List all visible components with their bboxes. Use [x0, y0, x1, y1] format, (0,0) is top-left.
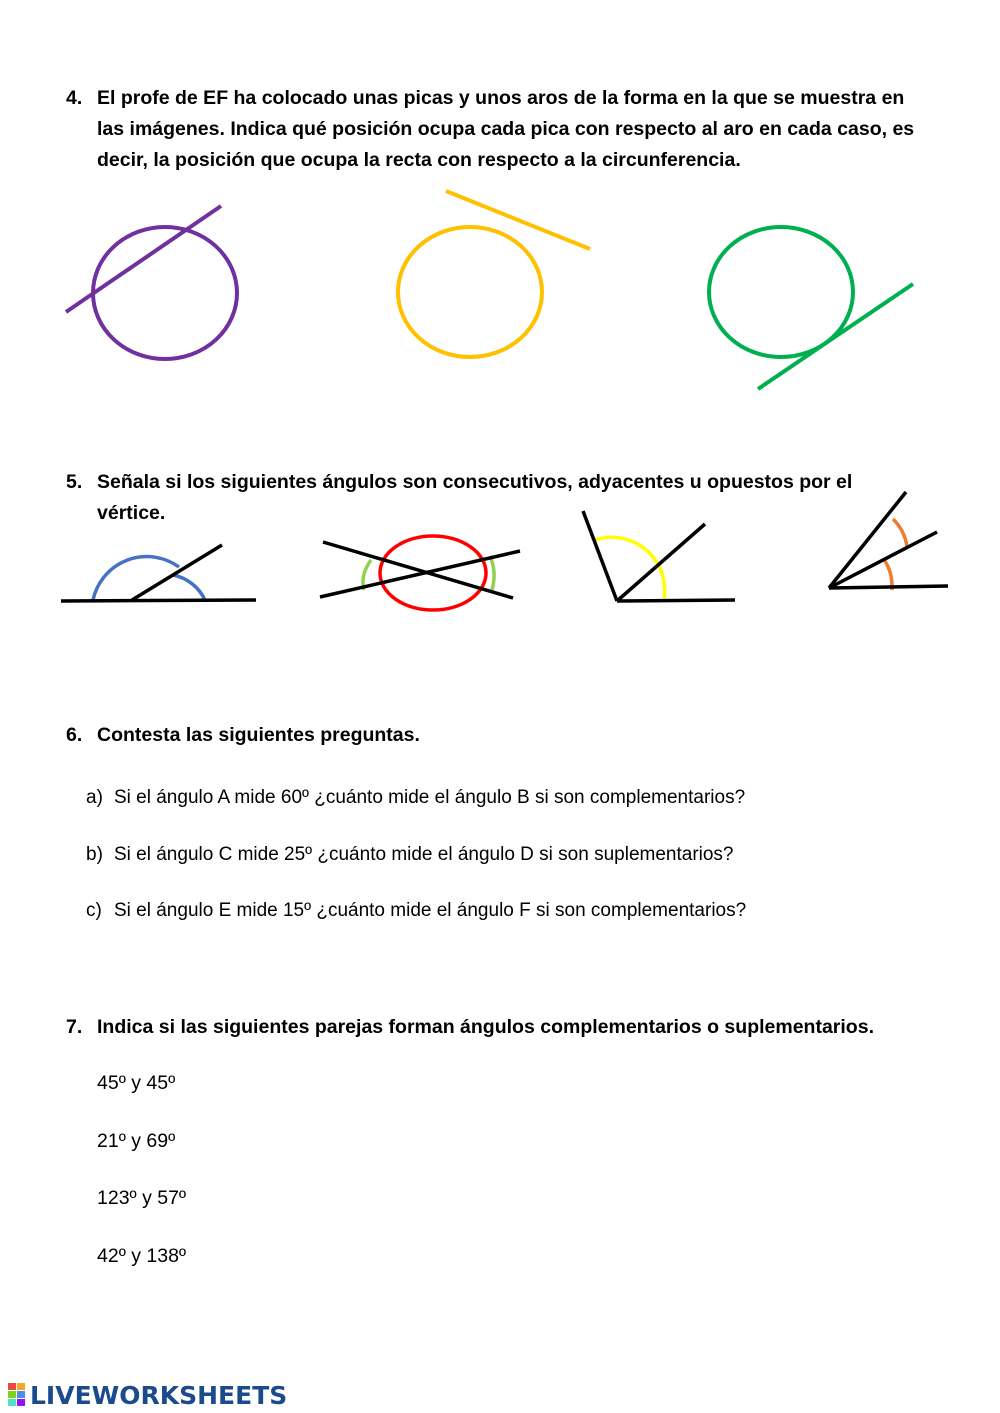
question-number: 7. [66, 1016, 83, 1038]
blue-arc-small [173, 575, 205, 600]
tangent-figure [709, 227, 913, 389]
question-7 [66, 1012, 926, 1043]
question-6-item [86, 843, 734, 867]
angle-pair: 21º y 69º [97, 1130, 176, 1152]
logo-text: LIVEWORKSHEETS [30, 1380, 288, 1410]
consecutive-angles-figure [829, 492, 948, 590]
exterior-figure [398, 191, 590, 357]
item-text: Si el ángulo E mide 15º ¿cuánto mide el ángulo F si son complementarios? [114, 900, 747, 921]
item-label: c) [86, 900, 102, 921]
base-line [61, 600, 256, 601]
green-arc-right [490, 556, 494, 590]
question-6-item [86, 899, 746, 923]
yellow-line [446, 191, 590, 249]
angle-figures [0, 488, 1000, 618]
ray-line [132, 545, 222, 600]
purple-circle [93, 227, 237, 359]
angle-pair: 123º y 57º [97, 1187, 187, 1209]
item-text: Si el ángulo A mide 60º ¿cuánto mide el ángulo B si son complementarios? [114, 787, 746, 808]
green-line [758, 284, 913, 389]
item-label: b) [86, 844, 103, 865]
orange-arc-top [893, 519, 907, 547]
circle-line-figures [0, 185, 1000, 405]
question-text: Contesta las siguientes preguntas. [97, 724, 420, 746]
angle-pair: 42º y 138º [97, 1245, 187, 1267]
question-6-item [86, 786, 745, 810]
base-ray [617, 600, 735, 601]
logo-blocks-icon [8, 1383, 26, 1407]
question-text: Señala si los siguientes ángulos son consecutivos, adyacentes u opuestos por el vértice. [97, 471, 853, 524]
liveworksheets-logo[interactable] [8, 1380, 287, 1410]
question-number: 5. [66, 471, 83, 493]
yellow-circle [398, 227, 542, 357]
question-number: 6. [66, 724, 83, 746]
secant-figure [66, 206, 237, 359]
question-4 [66, 83, 926, 176]
question-number: 4. [66, 87, 83, 109]
consecutive-right-angles-figure [583, 511, 735, 601]
left-ray [583, 511, 617, 601]
question-text: El profe de EF ha colocado unas picas y unos aros de la forma en la que se muestra en las imágenes. Indica qué posición ocupa cada pica con respecto al aro en cada caso, es decir, la posición que ocupa la recta con respecto a la circunferencia. [97, 87, 915, 171]
top-ray [829, 492, 906, 588]
purple-line [66, 206, 221, 312]
opposite-angles-figure [320, 536, 520, 610]
middle-ray [617, 524, 705, 601]
question-6 [66, 720, 926, 751]
item-text: Si el ángulo C mide 25º ¿cuánto mide el ángulo D si son suplementarios? [114, 844, 734, 865]
question-text: Indica si las siguientes parejas forman ángulos complementarios o suplementarios. [97, 1016, 874, 1038]
angle-pair: 45º y 45º [97, 1072, 176, 1094]
item-label: a) [86, 787, 103, 808]
base-ray [829, 586, 948, 588]
adjacent-angles-figure [61, 545, 256, 601]
middle-ray [829, 532, 937, 588]
